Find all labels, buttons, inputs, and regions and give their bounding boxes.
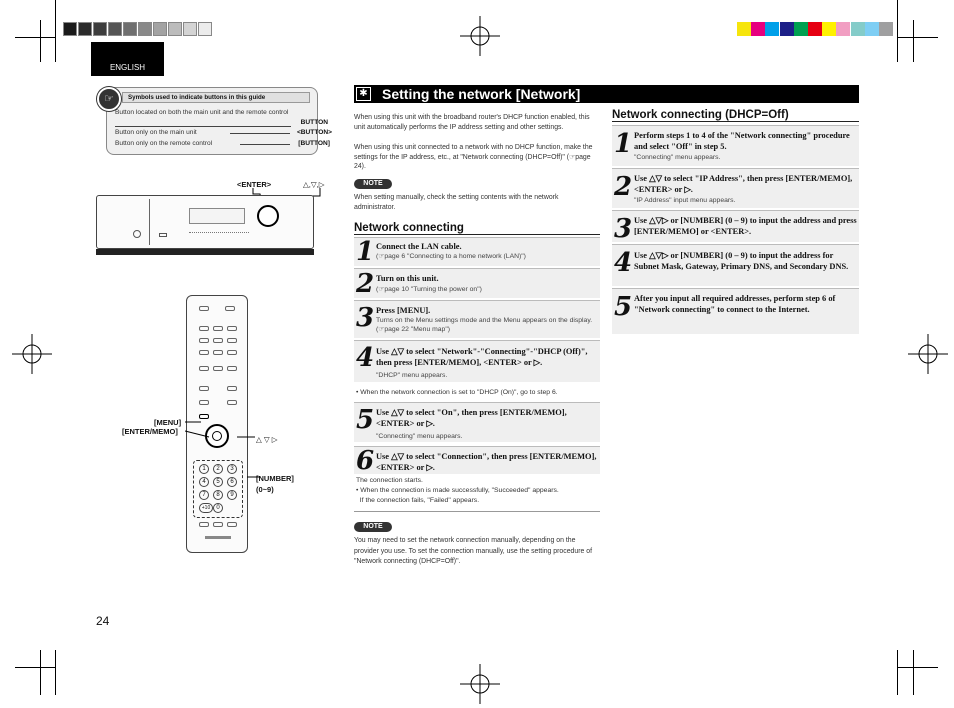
step-instruction: Use △▽ to select "On", then press [ENTER/MEMO], <ENTER> or ▷. — [376, 408, 567, 428]
crop-mark — [897, 650, 898, 695]
remote-button — [225, 306, 235, 311]
symbols-row-text: Button located on both the main unit and the remote control — [115, 109, 289, 116]
step-box — [612, 125, 859, 166]
color-swatch — [865, 22, 879, 36]
section-title: Setting the network [Network] — [354, 85, 859, 103]
crop-mark — [897, 0, 898, 62]
step-instruction: Press [MENU]. — [376, 306, 431, 315]
step-box — [354, 340, 600, 382]
step-number: 4 — [614, 248, 633, 278]
grayscale-swatch — [123, 22, 137, 36]
remote-button — [199, 400, 209, 405]
step-box — [612, 244, 859, 286]
grayscale-swatch — [198, 22, 212, 36]
network-settings-icon: ✱ — [356, 87, 371, 101]
remote-callout-lines — [185, 415, 260, 485]
step-box — [612, 168, 859, 208]
remote-number-key: 4 — [199, 477, 209, 487]
step-instruction: Use △▽▷ or [NUMBER] (0 – 9) to input the address and press [ENTER/MEMO] or <ENTER>. — [634, 216, 857, 236]
remote-button — [213, 522, 223, 527]
step-box — [354, 268, 600, 298]
color-swatch — [737, 22, 751, 36]
step-note: (☞page 10 "Turning the power on") — [376, 286, 482, 293]
note-badge: NOTE — [354, 179, 392, 189]
color-swatch — [879, 22, 893, 36]
remote-number-key: 5 — [213, 477, 223, 487]
dhcp-off-heading: Network connecting (DHCP=Off) — [612, 109, 859, 122]
symbols-row-tag: BUTTON — [300, 119, 328, 126]
intro-paragraph: When using this unit connected to a network with no DHCP function, make the settings for the IP address, etc., at "Network connecting (DHCP=Off)" (☞page 24). — [354, 144, 593, 171]
intro-paragraph: When using this unit with the broadband router's DHCP function enabled, this unit automatically performs the IP address setting and other settings. — [354, 114, 590, 131]
step-instruction: Use △▽ to select "IP Address", then press [ENTER/MEMO], <ENTER> or ▷. — [634, 174, 853, 194]
note-text: You may need to set the network connection manually, depending on the provider you use. To set the connection manually, use the setting procedure of "Network connecting (DHCP=Off)". — [354, 537, 592, 565]
color-swatch — [836, 22, 850, 36]
step-number: 5 — [614, 292, 633, 322]
arrow-line — [115, 126, 291, 127]
remote-number-key: 8 — [213, 490, 223, 500]
remote-button — [213, 366, 223, 371]
remote-button — [227, 350, 237, 355]
crop-mark — [913, 650, 914, 695]
symbols-row-text: Button only on the main unit — [115, 129, 197, 136]
step-number: 2 — [356, 269, 375, 299]
remote-button — [227, 366, 237, 371]
grayscale-swatch — [78, 22, 92, 36]
remote-number-key: +10 — [199, 503, 213, 513]
symbols-row-text: Button only on the remote control — [115, 140, 213, 147]
pointing-hand-icon: ☞ — [97, 87, 121, 111]
step-note: "IP Address" input menu appears. — [634, 197, 736, 204]
remote-button — [199, 522, 209, 527]
step-box — [612, 288, 859, 334]
symbols-row-tag: [BUTTON] — [298, 140, 330, 147]
remote-button — [199, 386, 209, 391]
step-box — [354, 237, 600, 266]
symbols-row-tag: <BUTTON> — [296, 129, 332, 136]
crop-mark — [55, 0, 56, 62]
step-note: "Connecting" menu appears. — [634, 154, 721, 161]
remote-number-key: 6 — [227, 477, 237, 487]
after-step-text: • When the connection is made successfully, "Succeeded" appears. — [356, 487, 559, 494]
grayscale-swatch — [183, 22, 197, 36]
step-box — [354, 446, 600, 474]
power-button — [133, 230, 141, 238]
jog-dial — [257, 205, 279, 227]
color-swatch — [794, 22, 808, 36]
step-number: 6 — [356, 446, 375, 476]
remote-button — [199, 338, 209, 343]
step-instruction: After you input all required addresses, perform step 6 of "Network connecting" to connect to the Internet. — [634, 294, 836, 314]
divider — [354, 511, 600, 512]
grayscale-swatch — [63, 22, 77, 36]
device-button-row — [189, 232, 249, 237]
number-label: [NUMBER] — [256, 474, 294, 483]
step-box — [354, 300, 600, 338]
crop-mark — [15, 667, 55, 668]
step-instruction: Perform steps 1 to 4 of the "Network connecting" procedure and select "Off" in step 5. — [634, 131, 850, 151]
color-swatch — [808, 22, 822, 36]
step-instruction: Use △▽▷ or [NUMBER] (0 – 9) to input the address for Subnet Mask, Gateway, Primary DNS, and Secondary DNS. — [634, 251, 849, 271]
crop-mark — [55, 650, 56, 695]
remote-arrows-label: △ ▽ ▷ — [256, 435, 278, 444]
remote-number-key: 3 — [227, 464, 237, 474]
crop-mark — [898, 667, 938, 668]
device-display — [189, 208, 245, 224]
grayscale-swatch — [93, 22, 107, 36]
arrows-label: △,▽,▷ — [303, 180, 325, 189]
step-note: (☞page 6 "Connecting to a home network (LAN)") — [376, 253, 526, 260]
color-swatch — [822, 22, 836, 36]
menu-label: [MENU] — [154, 418, 182, 427]
number-range-label: (0~9) — [256, 485, 274, 494]
step-number: 3 — [614, 214, 633, 244]
remote-button — [227, 400, 237, 405]
color-swatch — [765, 22, 779, 36]
after-step-text: The connection starts. — [356, 477, 423, 484]
registration-target — [908, 334, 948, 374]
step-bullet: • When the network connection is set to "DHCP (On)", go to step 6. — [356, 389, 558, 396]
remote-button — [199, 350, 209, 355]
step-number: 5 — [356, 405, 375, 435]
remote-number-key: 1 — [199, 464, 209, 474]
step-box — [612, 210, 859, 242]
remote-button — [227, 386, 237, 391]
remote-brand-mark — [205, 536, 231, 539]
remote-number-key: 9 — [227, 490, 237, 500]
grayscale-swatch — [168, 22, 182, 36]
crop-mark — [913, 20, 914, 62]
network-connecting-heading: Network connecting — [354, 222, 600, 235]
step-number: 1 — [614, 129, 633, 159]
grayscale-swatch — [153, 22, 167, 36]
step-instruction: Connect the LAN cable. — [376, 242, 462, 251]
step-number: 2 — [614, 172, 633, 202]
step-box — [354, 402, 600, 442]
crop-mark — [40, 650, 41, 695]
enter-label: <ENTER> — [237, 180, 272, 189]
grayscale-swatch — [108, 22, 122, 36]
registration-target — [460, 664, 500, 704]
step-instruction: Turn on this unit. — [376, 274, 439, 283]
remote-button — [227, 522, 237, 527]
remote-button — [213, 338, 223, 343]
note-badge: NOTE — [354, 522, 392, 532]
crop-mark — [898, 37, 938, 38]
enter-memo-label: [ENTER/MEMO] — [122, 427, 178, 436]
remote-number-key: 7 — [199, 490, 209, 500]
after-step-text: If the connection fails, "Failed" appears. — [356, 497, 480, 504]
device-shadow-bar — [96, 249, 314, 255]
usb-port — [159, 233, 167, 237]
step-number: 4 — [356, 343, 375, 373]
step-note: "DHCP" menu appears. — [376, 372, 448, 379]
step-number: 3 — [356, 303, 375, 333]
remote-number-key: 0 — [213, 503, 223, 513]
step-note: Turns on the Menu settings mode and the Menu appears on the display. (☞page 22 "Menu map") — [376, 317, 593, 333]
registration-target — [12, 334, 52, 374]
registration-target — [460, 16, 500, 56]
remote-button — [213, 350, 223, 355]
color-swatch — [751, 22, 765, 36]
color-swatch — [780, 22, 794, 36]
remote-button — [227, 326, 237, 331]
crop-mark — [40, 20, 41, 62]
note-text: When setting manually, check the setting contents with the network administrator. — [354, 194, 559, 211]
remote-number-key: 2 — [213, 464, 223, 474]
grayscale-swatch — [138, 22, 152, 36]
main-unit-illustration — [96, 195, 314, 249]
remote-button — [213, 326, 223, 331]
language-tab: ENGLISH — [91, 42, 164, 76]
crop-mark — [15, 37, 55, 38]
page-number: 24 — [96, 614, 110, 628]
remote-button — [199, 306, 209, 311]
step-instruction: Use △▽ to select "Network"-"Connecting"-"DHCP (Off)", then press [ENTER/MEMO], <ENTER> or ▷. — [376, 347, 588, 367]
remote-button — [199, 326, 209, 331]
step-instruction: Use △▽ to select "Connection", then press [ENTER/MEMO], <ENTER> or ▷. — [376, 452, 597, 472]
remote-button — [227, 338, 237, 343]
step-number: 1 — [356, 237, 375, 267]
remote-button — [199, 366, 209, 371]
step-note: "Connecting" menu appears. — [376, 433, 463, 440]
color-swatch — [851, 22, 865, 36]
symbols-legend-title: Symbols used to indicate buttons in this guide — [122, 92, 310, 103]
